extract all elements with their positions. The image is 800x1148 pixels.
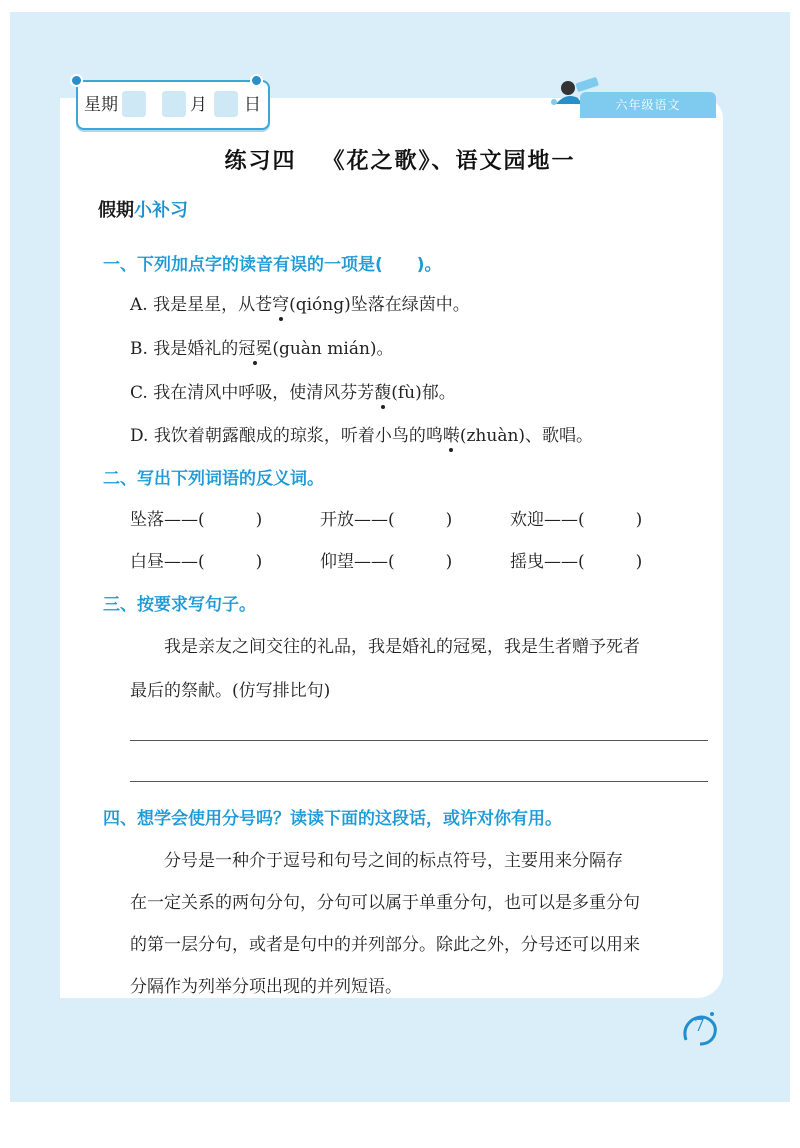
question-4-prompt: 四、想学会使用分号吗？读读下面的这段话，或许对你有用。 [103, 809, 562, 829]
antonym-item[interactable]: 摇曳——( ) [510, 552, 643, 572]
pin-icon [250, 74, 263, 87]
title-part2: 《花之歌》、语文园地一 [322, 148, 576, 174]
q4-paragraph-line: 分隔作为列举分项出现的并列短语。 [130, 977, 402, 997]
page-number: 7 [694, 1016, 705, 1036]
month-cell[interactable] [162, 91, 186, 117]
antonym-item[interactable]: 坠落——( ) [130, 510, 263, 530]
option-d[interactable]: D. 我饮着朝露酿成的琼浆，听着小鸟的鸣啭(zhuàn)、歌唱。 [130, 426, 594, 446]
answer-line[interactable] [130, 781, 708, 782]
day-cell[interactable] [214, 91, 238, 117]
weekday-label: 星期 [84, 95, 118, 115]
question-3-prompt: 三、按要求写句子。 [103, 595, 256, 615]
q4-paragraph-line: 在一定关系的两句分句，分句可以属于单重分句，也可以是多重分句 [130, 893, 640, 913]
section-badge [98, 196, 188, 222]
antonym-item[interactable]: 开放——( ) [320, 510, 453, 530]
dotted-char: 冠冕 [238, 339, 273, 359]
title-part1: 练习四 [224, 148, 297, 174]
option-a[interactable]: A. 我是星星，从苍穹(qióng)坠落在绿茵中。 [130, 295, 470, 315]
antonym-item[interactable]: 仰望——( ) [320, 552, 453, 572]
dotted-char: 穹 [272, 295, 290, 315]
antonym-item[interactable]: 白昼——( ) [130, 552, 263, 572]
answer-line[interactable] [130, 740, 708, 741]
weekday-cell[interactable] [122, 91, 146, 117]
question-1-prompt: 一、下列加点字的读音有误的一项是( )。 [103, 255, 442, 275]
grade-tag: 六年级语文 [580, 92, 716, 118]
option-b[interactable]: B. 我是婚礼的冠冕(guàn mián)。 [130, 339, 394, 359]
antonym-item[interactable]: 欢迎——( ) [510, 510, 643, 530]
pin-icon [70, 74, 83, 87]
q3-sentence-line2: 最后的祭献。(仿写排比句) [130, 681, 331, 701]
page-title [0, 144, 800, 175]
page-number-badge [680, 1010, 720, 1046]
q3-sentence-line1: 我是亲友之间交往的礼品，我是婚礼的冠冕，我是生者赠予死者 [164, 637, 640, 657]
day-label: 日 [244, 95, 261, 115]
month-label: 月 [190, 95, 207, 115]
dotted-char: 馥 [374, 383, 392, 403]
dotted-char: 啭 [442, 426, 460, 446]
badge-part1: 假期 [98, 200, 134, 221]
date-box [76, 80, 270, 130]
question-2-prompt: 二、写出下列词语的反义词。 [103, 469, 324, 489]
q4-paragraph-line: 的第一层分句，或者是句中的并列部分。除此之外，分号还可以用来 [130, 935, 640, 955]
badge-part2: 小补习 [134, 200, 188, 221]
option-c[interactable]: C. 我在清风中呼吸，使清风芬芳馥(fù)郁。 [130, 383, 456, 403]
q4-paragraph-line: 分号是一种介于逗号和句号之间的标点符号，主要用来分隔存 [164, 851, 623, 871]
